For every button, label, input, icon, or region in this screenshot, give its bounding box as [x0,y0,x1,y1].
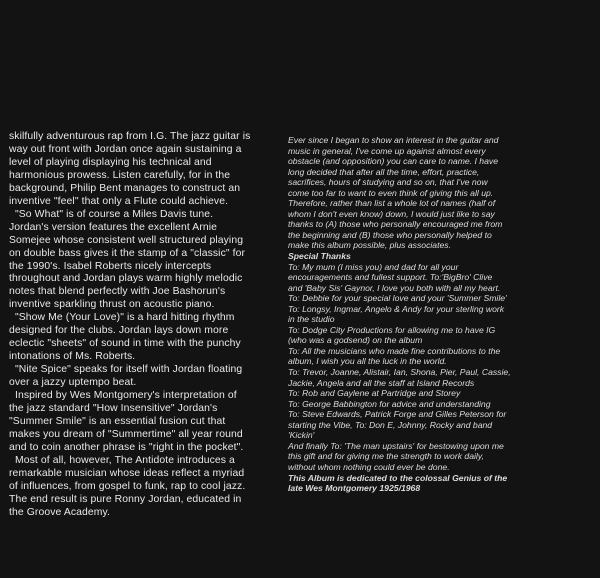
review-line: Somejee whose consistent well structured playing [9,234,244,246]
intro-line: Ever since I began to show an interest in the guitar and [288,135,499,145]
review-line: "Summer Smile" is an essential fusion cut that [9,415,226,427]
thanks-line: and 'Baby Sis' Gaynor, I love you both with all my heart. [288,282,501,293]
thanks-line: To: George Babbington for advice and understanding [288,398,491,409]
review-line: of influences, from gospel to funk, rap to cool jazz. [9,480,246,492]
thanks-line: To: All the musicians who made fine contributions to the [288,345,501,356]
thanks-line: To: Dodge City Productions for allowing me to have IG [288,324,496,335]
thanks-line: album, I wish you all the luck in the world. [288,356,447,367]
review-line: background, Philip Bent manages to construct an [9,182,241,194]
review-line: inventive "feel" that only a Flute could achieve. [9,195,229,207]
review-line: the 1990's. Isabel Roberts nicely intercepts [9,260,212,272]
thanks-line: starting the Vibe, To: Don E, Johnny, Rocky and band [288,419,493,430]
review-line: The end result is pure Ronny Jordan, educated in [9,493,242,505]
review-line: level of playing displaying his technical and [9,156,212,168]
thanks-line: To: Debbie for your special love and your 'Summer Smile' [288,293,507,304]
review-line: on double bass gives it the stamp of a "classic" for [9,247,246,259]
review-line: Jordan's version features the excellent Arnie [9,221,218,233]
review-line: "Nite Spice" speaks for itself with Jordan floating [9,364,243,376]
review-line: throughout and Jordan plays warm highly melodic [9,273,243,285]
review-line: eclectic "sheets" of sound in time with the punchy [9,338,241,350]
review-line: way out front with Jordan once again sustaining a [9,143,242,155]
intro-line: the beginning and (B) those who personally helped to [288,229,492,240]
thanks-line: And finally To: 'The man upstairs' for bestowing upon me [288,440,504,451]
thanks-line: in the studio [288,314,335,325]
thanks-line: To: Rob and Gaylene at Partridge and Storey [288,388,461,399]
intro-line: sacrifices, hours of studying and so on, that I've now [288,177,488,188]
intro-line: thanks to (A) those who personally encouraged me from [288,219,503,230]
thanks-line: To: My mum (I miss you) and dad for all your [288,261,459,272]
thanks-line: To: Trevor, Joanne, Alistair, Ian, Shona, Pier, Paul, Cassie, [288,367,511,378]
review-line: harmonious prowess. Listen carefully, for in the [9,169,231,181]
review-line: the Groove Academy. [9,506,111,518]
thanks-line: without whom nothing could ever be done. [288,461,450,472]
review-line: "Show Me (Your Love)" is a hard hitting rhythm [9,312,235,324]
intro-line: Therefore, rather than list a whole lot of names (half of [288,198,496,209]
review-line: skilfully adventurous rap from I.G. The jazz guitar is [9,131,251,142]
artist-thanks-column [288,135,600,494]
review-line: the jazz standard "How Insensitive" Jordan's [9,403,218,415]
intro-line: come too far to want to even think of giving this all up. [288,187,494,198]
thanks-line: To: Longsy, Ingmar, Angelo & Andy for your sterling work [288,303,505,314]
intro-line: long decided that after all the time, effort, practice, [288,166,480,177]
thanks-line: Jackie, Angela and all the staff at Island Records [288,377,475,388]
review-line: intonations of Ms. Roberts. [9,351,136,363]
thanks-line: To: Steve Edwards, Patrick Forge and Gilles Peterson for [288,409,507,420]
thanks-line: encouragements and fullest support. To:'BigBro' Clive [288,272,493,283]
review-line: Inspired by Wes Montgomery's interpretation of [9,390,237,402]
special-thanks-heading: Special Thanks [288,251,351,262]
review-line: remarkable musician whose ideas reflect a myriad [9,467,245,479]
review-line: and to coin another phrase is "right in the pocket". [9,441,244,453]
review-line: notes that blend perfectly with Joe Bashorun's [9,286,226,298]
thanks-line: 'Kickin' [288,430,315,441]
review-line: inventive sparkling thrust on acoustic piano. [9,299,215,311]
review-line: designed for the clubs. Jordan lays down more [9,325,229,337]
thanks-line: (who was a godsend) on the album [288,335,423,346]
dedication-line: late Wes Montgomery 1925/1968 [288,483,421,494]
review-line: Most of all, however, The Antidote introduces a [9,454,235,466]
dedication-line: This Album is dedicated to the colossal Genius of the [288,472,508,483]
review-text-column [9,131,276,520]
intro-line: make this album possible, plus associates. [288,240,451,251]
thanks-line: this gift and for giving me the strength to work daily, [288,451,484,462]
review-line: "So What" is of course a Miles Davis tune. [9,208,214,220]
review-line: makes you dream of "Summertime" all year round [9,428,243,440]
intro-line: obstacle (and opposition) you can care to name. I have [288,156,499,167]
intro-line: music in general, I've come up against almost every [288,145,486,156]
review-line: over a jazzy uptempo beat. [9,377,137,389]
intro-line: whom I don't even know) down, I would just like to say [288,208,495,219]
